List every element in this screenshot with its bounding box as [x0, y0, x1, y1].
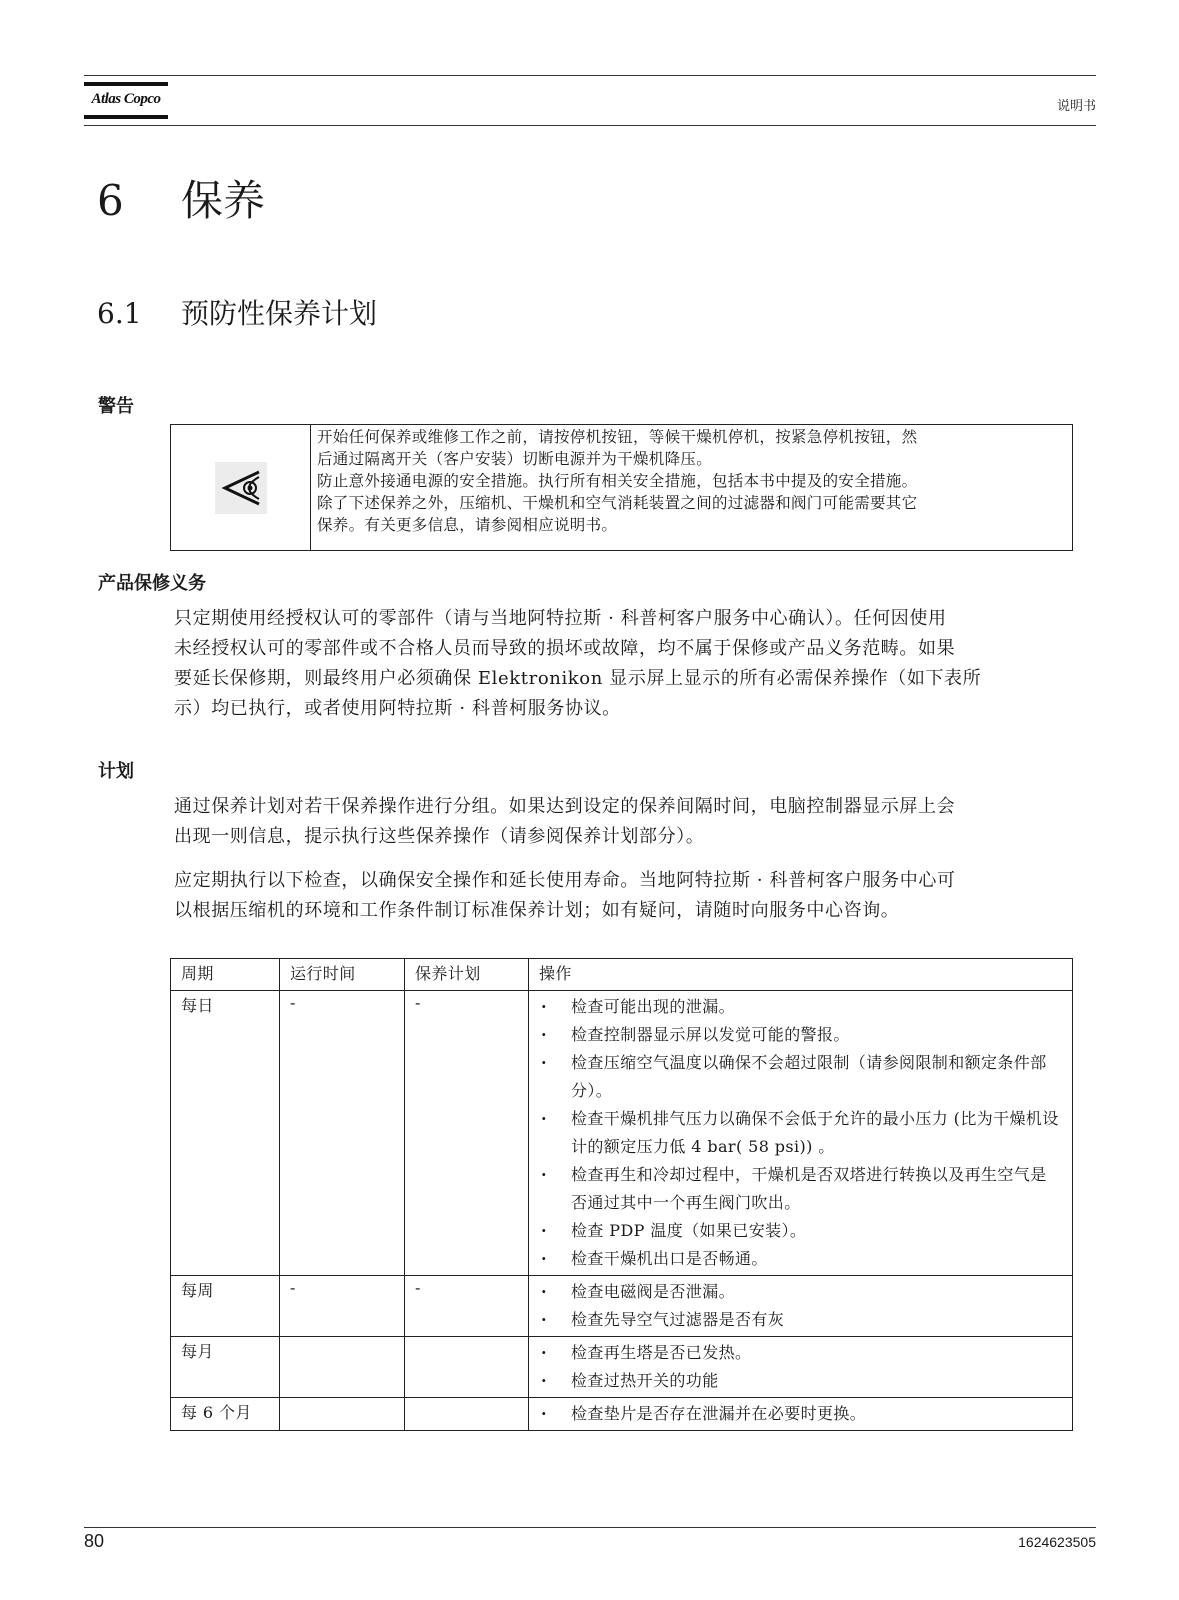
- chapter-title: 保养: [181, 176, 266, 225]
- warning-text: [311, 425, 923, 550]
- table-header-row: [171, 959, 1073, 991]
- page-number: 80: [84, 1531, 105, 1551]
- warning-heading: 警告: [98, 396, 134, 417]
- plan-line: 应定期执行以下检查，以确保安全操作和延长使用寿命。当地阿特拉斯 · 科普柯客户服务中心可: [174, 870, 956, 891]
- warning-line: 保养。有关更多信息，请参阅相应说明书。: [317, 516, 618, 534]
- warning-line: 除了下述保养之外，压缩机、干燥机和空气消耗装置之间的过滤器和阀门可能需要其它: [317, 494, 918, 512]
- warranty-heading: 产品保修义务: [98, 573, 206, 594]
- header-bottom-rule: [84, 125, 1096, 126]
- plan-paragraph-2: [174, 866, 1074, 926]
- cell-hours: [280, 1337, 405, 1398]
- cell-period: 每 6 个月: [171, 1398, 280, 1431]
- action-item: · 检查干燥机排气压力以确保不会低于允许的最小压力 (比为干燥机设计的额定压力低 4 bar( 58 psi)) 。: [539, 1105, 1062, 1161]
- table-row-six-monthly: [171, 1398, 1073, 1431]
- warning-box: [170, 424, 1073, 551]
- column-header-plan: 保养计划: [405, 959, 529, 991]
- warranty-paragraph: [174, 604, 1074, 724]
- atlas-copco-logo: [84, 82, 168, 124]
- plan-heading: 计划: [98, 761, 134, 782]
- cell-period: 每月: [171, 1337, 280, 1398]
- column-header-hours: 运行时间: [280, 959, 405, 991]
- cell-actions: [529, 1276, 1073, 1337]
- cell-hours: -: [280, 991, 405, 1276]
- warning-line: 后通过隔离开关（客户安装）切断电源并为干燥机降压。: [317, 450, 713, 468]
- logo-text: Atlas Copco: [91, 91, 161, 107]
- maintenance-schedule-table: [170, 958, 1073, 1431]
- table-row-daily: [171, 991, 1073, 1276]
- warranty-line: 未经授权认可的零部件或不合格人员而导致的损坏或故障，均不属于保修或产品义务范畴。如果: [174, 638, 956, 659]
- cell-hours: [280, 1398, 405, 1431]
- column-header-actions: 操作: [529, 959, 1073, 991]
- table-row-monthly: [171, 1337, 1073, 1398]
- chapter-number: 6: [97, 176, 124, 225]
- table-row-weekly: [171, 1276, 1073, 1337]
- cell-actions: [529, 991, 1073, 1276]
- warranty-line: 示）均已执行，或者使用阿特拉斯 · 科普柯服务协议。: [174, 698, 621, 719]
- column-header-period: 周期: [171, 959, 280, 991]
- cell-actions: [529, 1398, 1073, 1431]
- action-item: · 检查过热开关的功能: [539, 1367, 1062, 1395]
- action-item: · 检查 PDP 温度（如果已安装）。: [539, 1217, 1062, 1245]
- action-item: · 检查垫片是否存在泄漏并在必要时更换。: [539, 1400, 1062, 1428]
- plan-line: 出现一则信息，提示执行这些保养操作（请参阅保养计划部分）。: [174, 826, 705, 847]
- plan-line: 通过保养计划对若干保养操作进行分组。如果达到设定的保养间隔时间，电脑控制器显示屏上会: [174, 796, 956, 817]
- cell-period: 每日: [171, 991, 280, 1276]
- footer-rule: [84, 1527, 1096, 1528]
- action-item: · 检查先导空气过滤器是否有灰: [539, 1306, 1062, 1334]
- cell-plan: -: [405, 1276, 529, 1337]
- warning-icon-cell: [171, 425, 311, 550]
- cell-plan: [405, 1398, 529, 1431]
- action-item: · 检查干燥机出口是否畅通。: [539, 1245, 1062, 1273]
- warranty-line: 要延长保修期，则最终用户必须确保 Elektronikon 显示屏上显示的所有必需保养操作（如下表所: [174, 668, 982, 689]
- doc-type-label: 说明书: [1056, 99, 1096, 114]
- action-item: · 检查电磁阀是否泄漏。: [539, 1278, 1062, 1306]
- action-item: · 检查再生和冷却过程中，干燥机是否双塔进行转换以及再生空气是否通过其中一个再生阀门吹出。: [539, 1161, 1062, 1217]
- doc-number: 1624623505: [1018, 1534, 1096, 1550]
- cell-hours: -: [280, 1276, 405, 1337]
- plan-line: 以根据压缩机的环境和工作条件制订标准保养计划；如有疑问，请随时向服务中心咨询。: [174, 900, 900, 921]
- warning-line: 开始任何保养或维修工作之前，请按停机按钮，等候干燥机停机，按紧急停机按钮，然: [317, 428, 918, 446]
- cell-plan: -: [405, 991, 529, 1276]
- section-number: 6.1: [97, 297, 142, 330]
- logo-bar-top: [84, 82, 168, 86]
- header-top-rule: [84, 75, 1096, 76]
- chapter-heading: [97, 168, 265, 228]
- cell-period: 每周: [171, 1276, 280, 1337]
- warranty-line: 只定期使用经授权认可的零部件（请与当地阿特拉斯 · 科普柯客户服务中心确认）。任何因使用: [174, 608, 947, 629]
- warning-line: 防止意外接通电源的安全措施。执行所有相关安全措施，包括本书中提及的安全措施。: [317, 472, 918, 490]
- eye-hazard-icon: [215, 462, 267, 514]
- action-item: · 检查控制器显示屏以发觉可能的警报。: [539, 1021, 1062, 1049]
- section-heading: [97, 292, 377, 332]
- cell-plan: [405, 1337, 529, 1398]
- logo-bar-bottom: [84, 115, 168, 119]
- action-item: · 检查可能出现的泄漏。: [539, 993, 1062, 1021]
- action-item: · 检查压缩空气温度以确保不会超过限制（请参阅限制和额定条件部分）。: [539, 1049, 1062, 1105]
- action-item: · 检查再生塔是否已发热。: [539, 1339, 1062, 1367]
- section-title: 预防性保养计划: [181, 297, 378, 330]
- cell-actions: [529, 1337, 1073, 1398]
- plan-paragraph-1: [174, 792, 1074, 852]
